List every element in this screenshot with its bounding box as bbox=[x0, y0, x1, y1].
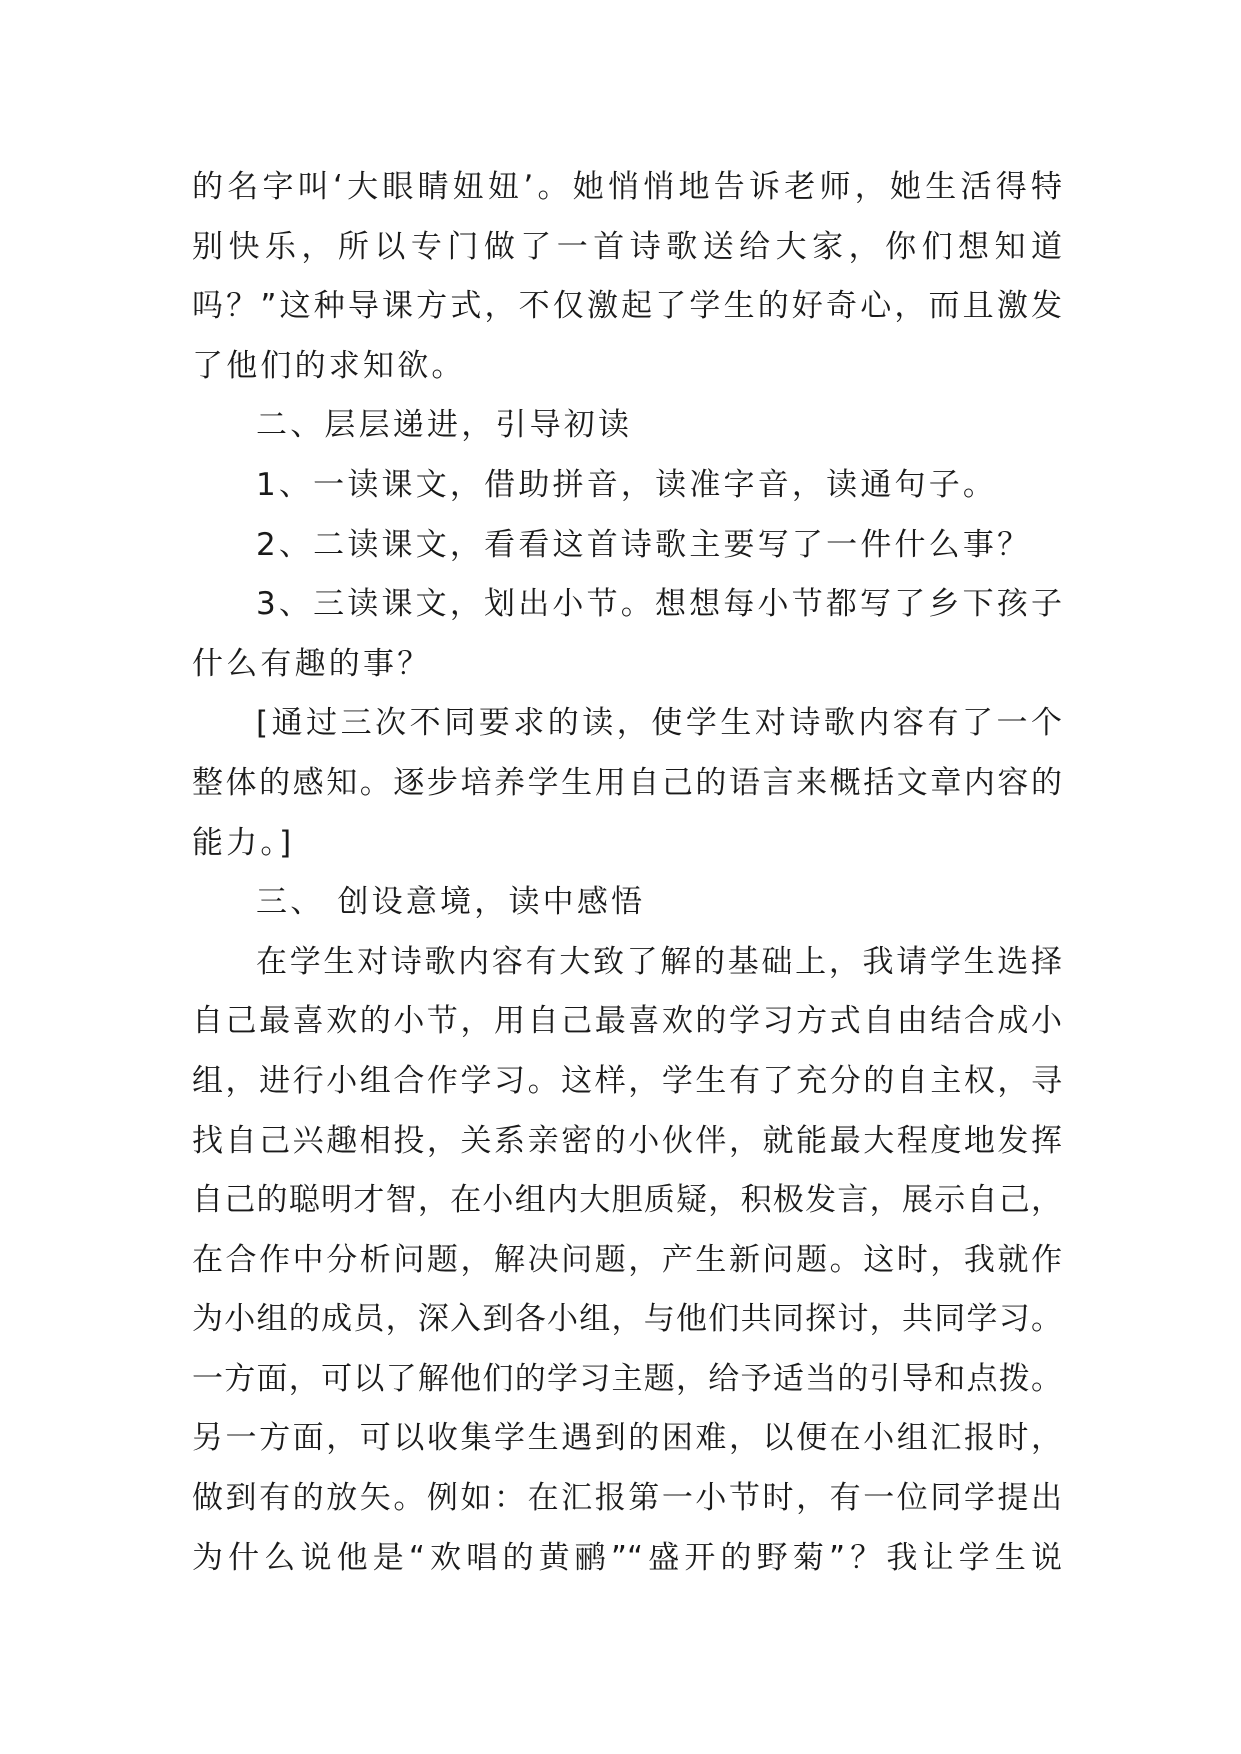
body-line: 别快乐，所以专门做了一首诗歌送给大家，你们想知道 bbox=[192, 228, 1062, 265]
body-line: 一方面，可以了解他们的学习主题，给予适当的引导和点拨。 bbox=[192, 1360, 1062, 1397]
body-line: 了他们的求知欲。 bbox=[192, 347, 466, 384]
body-line: 另一方面，可以收集学生遇到的困难，以便在小组汇报时， bbox=[192, 1420, 1062, 1457]
body-line: 为什么说他是“欢唱的黄鹂”“盛开的野菊”？我让学生说 bbox=[192, 1539, 1062, 1576]
body-line: 找自己兴趣相投，关系亲密的小伙伴，就能最大程度地发挥 bbox=[192, 1122, 1062, 1159]
list-item: 3、三读课文，划出小节。想想每小节都写了乡下孩子 bbox=[256, 586, 1062, 623]
body-line: 组，进行小组合作学习。这样，学生有了充分的自主权，寻 bbox=[192, 1062, 1062, 1099]
body-line: 自己的聪明才智，在小组内大胆质疑，积极发言，展示自己， bbox=[192, 1182, 1062, 1219]
body-line: 在合作中分析问题，解决问题，产生新问题。这时，我就作 bbox=[192, 1241, 1062, 1278]
section-heading: 三、 创设意境，读中感悟 bbox=[256, 884, 646, 921]
section-heading: 二、层层递进，引导初读 bbox=[256, 407, 633, 444]
list-item: 1、一读课文，借助拼音，读准字音，读通句子。 bbox=[256, 466, 998, 503]
body-line: 吗？”这种导课方式，不仅激起了学生的好奇心，而且激发 bbox=[192, 288, 1062, 325]
annotation-line: 能力。] bbox=[192, 824, 295, 861]
annotation-line: 整体的感知。逐步培养学生用自己的语言来概括文章内容的 bbox=[192, 764, 1062, 801]
body-line: 的名字叫‘大眼睛妞妞’。她悄悄地告诉老师，她生活得特 bbox=[192, 169, 1062, 205]
list-item: 2、二读课文，看看这首诗歌主要写了一件什么事？ bbox=[256, 526, 1032, 563]
body-line: 自己最喜欢的小节，用自己最喜欢的学习方式自由结合成小 bbox=[192, 1003, 1062, 1040]
body-line: 在学生对诗歌内容有大致了解的基础上，我请学生选择 bbox=[256, 943, 1062, 980]
annotation-line: [通过三次不同要求的读，使学生对诗歌内容有了一个 bbox=[256, 705, 1062, 742]
body-line: 什么有趣的事？ bbox=[192, 645, 432, 682]
body-line: 做到有的放矢。例如：在汇报第一小节时，有一位同学提出 bbox=[192, 1480, 1062, 1517]
document-body bbox=[192, 158, 1062, 1588]
body-line: 为小组的成员，深入到各小组，与他们共同探讨，共同学习。 bbox=[192, 1301, 1062, 1338]
